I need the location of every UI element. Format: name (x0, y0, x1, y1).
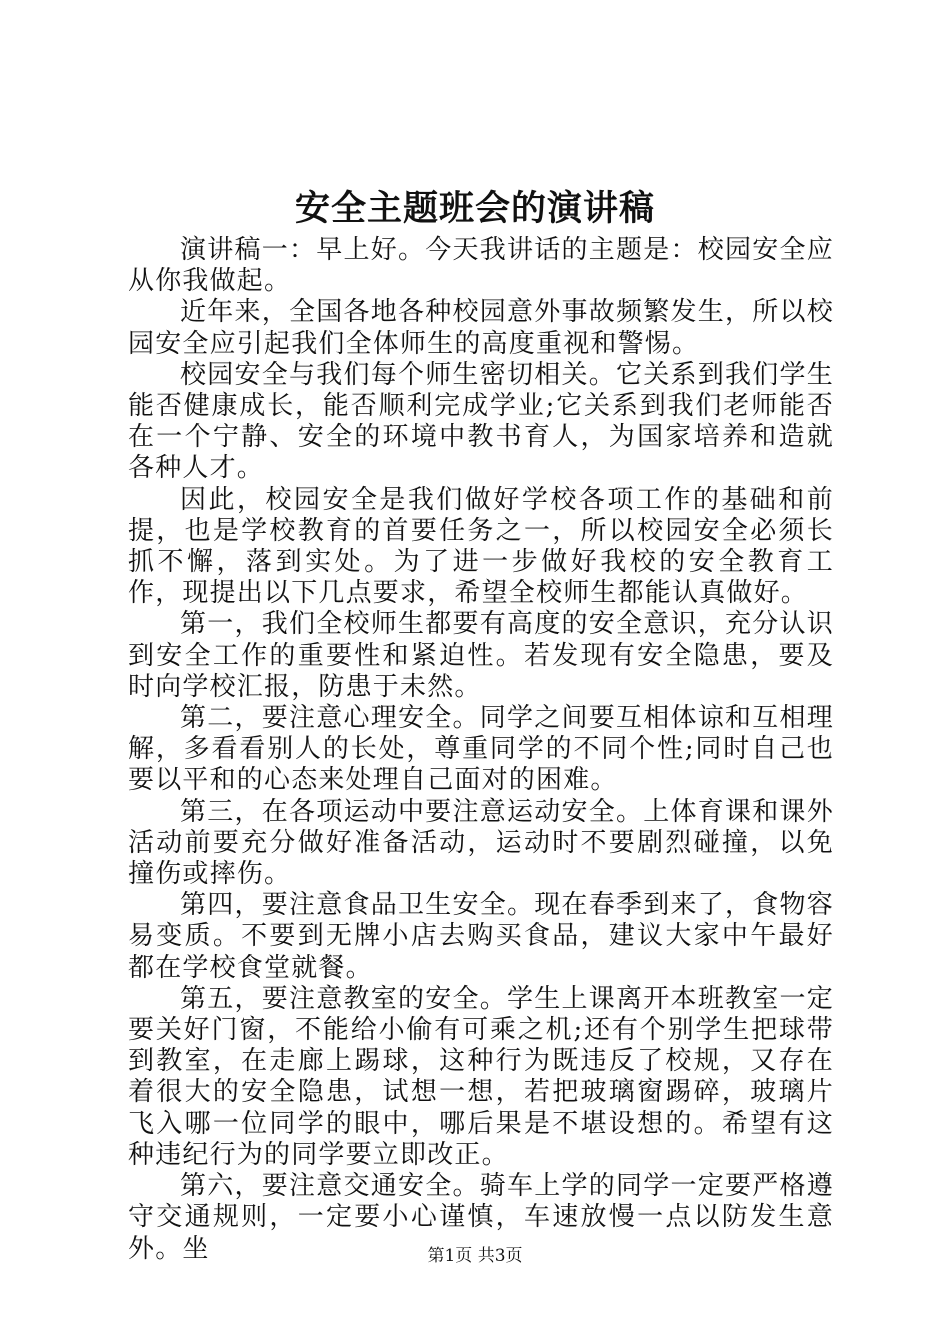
page-number-footer: 第1页 共3页 (427, 1246, 523, 1266)
paragraph: 第一，我们全校师生都要有高度的安全意识，充分认识到安全工作的重要性和紧迫性。若发现有安全隐患，要及时向学校汇报，防患于未然。 (128, 609, 834, 702)
paragraph: 第二，要注意心理安全。同学之间要互相体谅和互相理解，多看看别人的长处，尊重同学的不同个性;同时自己也要以平和的心态来处理自己面对的困难。 (128, 703, 834, 796)
paragraph: 第四，要注意食品卫生安全。现在春季到来了，食物容易变质。不要到无牌小店去购买食品，建议大家中午最好都在学校食堂就餐。 (128, 890, 834, 983)
paragraph: 校园安全与我们每个师生密切相关。它关系到我们学生能否健康成长，能否顺利完成学业;它关系到我们老师能否在一个宁静、安全的环境中教书育人，为国家培养和造就各种人才。 (128, 359, 834, 484)
paragraph: 第三，在各项运动中要注意运动安全。上体育课和课外活动前要充分做好准备活动，运动时不要剧烈碰撞，以免撞伤或摔伤。 (128, 796, 834, 890)
document-body (128, 235, 834, 1265)
paragraph: 第五，要注意教室的安全。学生上课离开本班教室一定要关好门窗，不能给小偷有可乘之机;还有个别学生把球带到教室，在走廊上踢球，这种行为既违反了校规，又存在着很大的安全隐患，试想一想，若把玻璃窗踢碎，玻璃片飞入哪一位同学的眼中，哪后果是不堪设想的。希望有这种违纪行为的同学要立即改正。 (128, 983, 834, 1170)
paragraph: 演讲稿一：早上好。今天我讲话的主题是：校园安全应从你我做起。 (128, 235, 834, 297)
document-title: 安全主题班会的演讲稿 (294, 188, 655, 229)
paragraph: 第六，要注意交通安全。骑车上学的同学一定要严格遵守交通规则，一定要小心谨慎，车速放慢一点以防发生意外。坐 (128, 1171, 834, 1264)
paragraph: 因此，校园安全是我们做好学校各项工作的基础和前提，也是学校教育的首要任务之一，所以校园安全必须长抓不懈，落到实处。为了进一步做好我校的安全教育工作，现提出以下几点要求，希望全校师生都能认真做好。 (128, 484, 834, 609)
paragraph: 近年来，全国各地各种校园意外事故频繁发生，所以校园安全应引起我们全体师生的高度重视和警惕。 (128, 297, 834, 359)
